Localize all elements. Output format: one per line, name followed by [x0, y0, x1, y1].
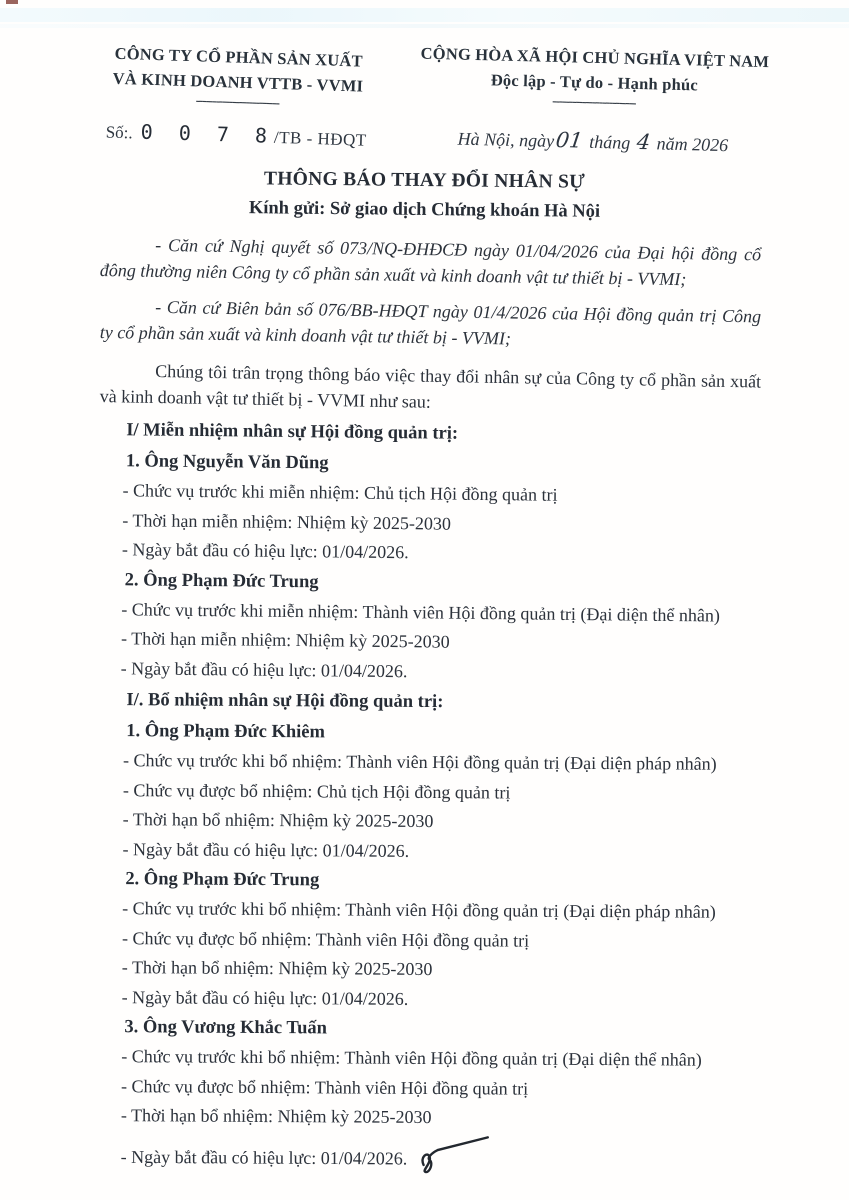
- section-heading: I/. Bổ nhiệm nhân sự Hội đồng quản trị:: [126, 689, 444, 712]
- person-name: 1. Ông Nguyễn Văn Dũng: [125, 451, 329, 474]
- recipient-line: Kính gửi: Sở giao dịch Chứng khoán Hà Nội: [248, 198, 601, 222]
- detail-line: - Thời hạn bổ nhiệm: Nhiệm kỳ 2025-2030: [120, 1104, 432, 1127]
- stamped-number: 0 0 7 8: [140, 119, 275, 148]
- handwritten-month: 4: [635, 129, 652, 155]
- detail-line: - Chức vụ trước khi miễn nhiệm: Chủ tịch Hội đồng quản trị: [122, 480, 558, 505]
- place-date-line: [393, 124, 793, 158]
- number-suffix: /TB - HĐQT: [273, 127, 368, 150]
- detail-line: - Chức vụ được bổ nhiệm: Chủ tịch Hội đồng quản trị: [122, 779, 511, 802]
- section-dismissal: [99, 419, 763, 685]
- issuer-block: [88, 40, 386, 157]
- republic-title: CỘNG HÒA XÃ HỘI CHỦ NGHĨA VIỆT NAM: [420, 43, 770, 72]
- detail-line: - Ngày bắt đầu có hiệu lực: 01/04/2026.: [121, 986, 409, 1008]
- signature-squiggle-icon: [413, 1132, 491, 1174]
- detail-line: - Chức vụ trước khi bổ nhiệm: Thành viên Hội đồng quản trị (Đại diện thể nhân): [121, 1045, 702, 1070]
- person-entry: [100, 450, 762, 567]
- intro-paragraph: Chúng tôi trân trọng thông báo việc thay đổi nhân sự của Công ty cổ phần sản xuất và kinh doanh vật tư thiết bị - VVMI như sau:: [99, 360, 762, 412]
- detail-text: - Ngày bắt đầu có hiệu lực: 01/04/2026.: [120, 1145, 408, 1168]
- scan-corner-artifact: [6, 0, 18, 4]
- person-name: 1. Ông Phạm Đức Khiêm: [126, 720, 325, 742]
- detail-line: - Ngày bắt đầu có hiệu lực: 01/04/2026.: [122, 838, 410, 860]
- person-entry: [100, 868, 762, 1012]
- detail-line: - Chức vụ trước khi bổ nhiệm: Thành viên Hội đồng quản trị (Đại diện pháp nhân): [123, 749, 717, 774]
- company-name-line1: CÔNG TY CỔ PHẦN SẢN XUẤT: [114, 43, 364, 71]
- number-label: Số:.: [105, 122, 134, 143]
- detail-line: - Thời hạn bổ nhiệm: Nhiệm kỳ 2025-2030: [121, 956, 433, 979]
- detail-line: - Thời hạn miễn nhiệm: Nhiệm kỳ 2025-2030: [122, 509, 452, 534]
- national-motto-block: [393, 40, 796, 158]
- scan-streak-artifact: [0, 8, 849, 22]
- detail-line: - Chức vụ trước khi miễn nhiệm: Thành viên Hội đồng quản trị (Đại diện thể nhân): [121, 598, 721, 625]
- scan-streak-artifact: [0, 24, 849, 28]
- motto-line: Độc lập - Tự do - Hạnh phúc: [490, 70, 699, 95]
- detail-line: [120, 1134, 759, 1185]
- person-entry: [99, 568, 761, 685]
- detail-line: - Chức vụ được bổ nhiệm: Thành viên Hội đồng quản trị: [121, 927, 530, 950]
- detail-line: - Chức vụ được bổ nhiệm: Thành viên Hội đồng quản trị: [121, 1075, 529, 1098]
- separator-rule: -------------------------: [552, 92, 636, 110]
- date-prefix: Hà Nội, ngày: [457, 128, 555, 151]
- company-name-line2: VÀ KINH DOANH VTTB - VVMI: [112, 68, 364, 96]
- document-title: THÔNG BÁO THAY ĐỔI NHÂN SỰ: [263, 168, 586, 193]
- person-name: 2. Ông Phạm Đức Trung: [125, 868, 320, 890]
- document-number-line: [88, 118, 384, 151]
- legal-basis-paragraph: - Căn cứ Nghị quyết số 073/NQ-ĐHĐCĐ ngày 01/04/2026 của Đại hội đồng cổ đông thường niên Công ty cổ phần sản xuất và kinh doanh vật tư thiết bị - VVMI;: [99, 234, 762, 290]
- section-appointment: [98, 689, 762, 1186]
- date-suffix: năm 2026: [656, 133, 729, 156]
- document-header: [0, 40, 849, 156]
- handwritten-day: 01: [554, 128, 585, 153]
- detail-line: - Thời hạn miễn nhiệm: Nhiệm kỳ 2025-2030: [120, 628, 450, 652]
- legal-basis-paragraph: - Căn cứ Biên bản số 076/BB-HĐQT ngày 01/4/2026 của Hội đồng quản trị Công ty cổ phần sản xuất và kinh doanh vật tư thiết bị - VVMI;: [99, 296, 762, 349]
- separator-rule: -------------------------: [195, 92, 280, 110]
- detail-line: - Ngày bắt đầu có hiệu lực: 01/04/2026.: [121, 539, 409, 563]
- person-entry: [98, 1015, 760, 1185]
- person-name: 3. Ông Vương Khắc Tuấn: [124, 1016, 327, 1038]
- detail-line: - Thời hạn bổ nhiệm: Nhiệm kỳ 2025-2030: [122, 808, 434, 831]
- detail-line: - Ngày bắt đầu có hiệu lực: 01/04/2026.: [120, 657, 408, 681]
- person-name: 2. Ông Phạm Đức Trung: [124, 569, 319, 592]
- detail-line: - Chức vụ trước khi bổ nhiệm: Thành viên Hội đồng quản trị (Đại diện pháp nhân): [122, 897, 716, 922]
- date-mid: tháng: [589, 131, 631, 153]
- document-body: [0, 231, 849, 1181]
- section-heading: I/ Miễn nhiệm nhân sự Hội đồng quản trị:: [126, 420, 459, 444]
- person-entry: [100, 720, 762, 864]
- handwritten-initial-mark: [413, 1132, 491, 1179]
